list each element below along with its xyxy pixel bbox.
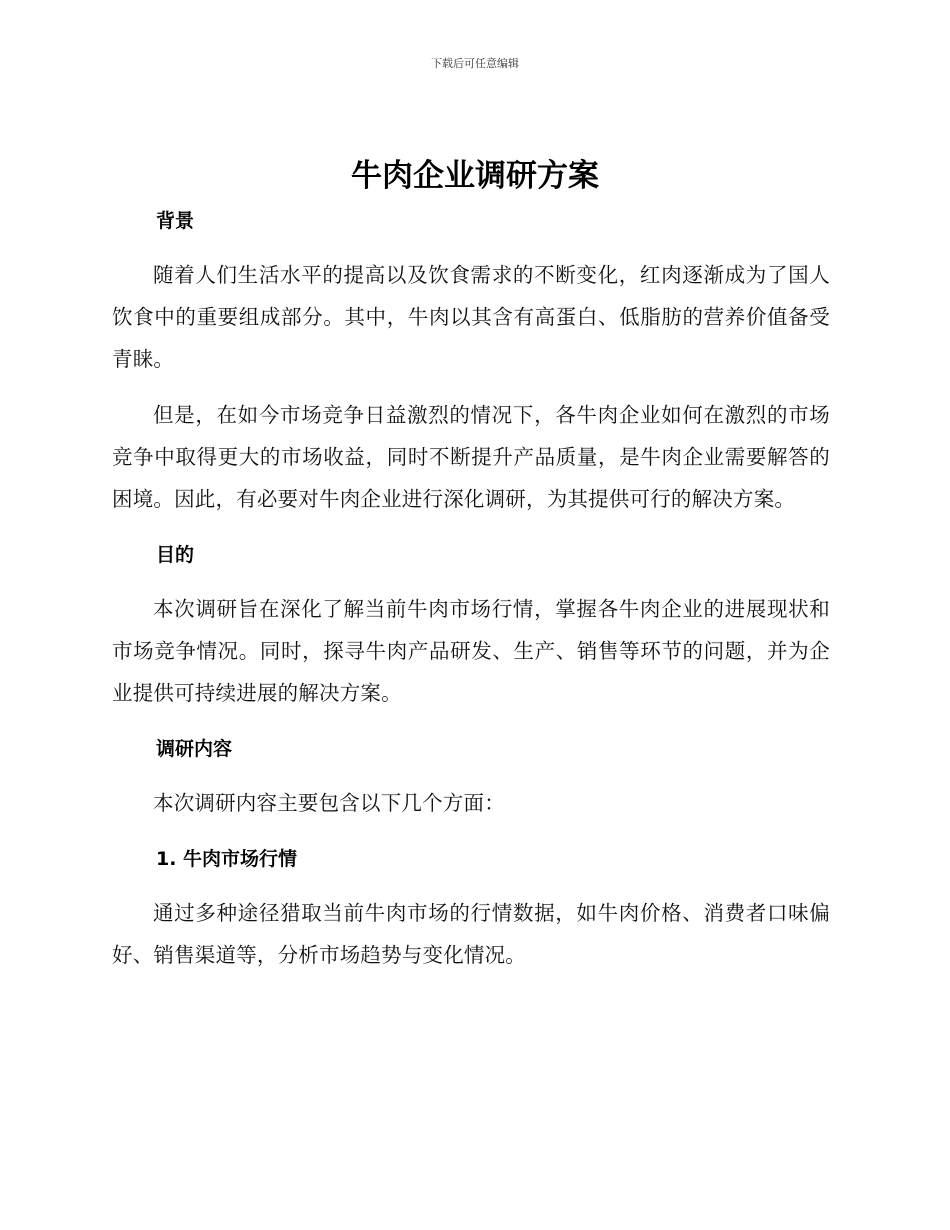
section-heading-content: 调研内容 [156, 738, 233, 760]
paragraph: 本次调研内容主要包含以下几个方面： [153, 791, 505, 815]
document-body [112, 202, 830, 976]
header-note: 下载后可任意编辑 [431, 57, 519, 70]
paragraph: 但是，在如今市场竞争日益激烈的情况下，各牛肉企业如何在激烈的市场竞争中取得更大的市场收益，同时不断提升产品质量，是牛肉企业需要解答的困境。因此，有必要对牛肉企业进行深化调研，为其提供可行的解决方案。 [112, 403, 830, 511]
paragraph: 通过多种途径猎取当前牛肉市场的行情数据，如牛肉价格、消费者口味偏好、销售渠道等，分析市场趋势与变化情况。 [112, 901, 830, 967]
paragraph: 随着人们生活水平的提高以及饮食需求的不断变化，红肉逐渐成为了国人饮食中的重要组成部分。其中，牛肉以其含有高蛋白、低脂肪的营养价值备受青睐。 [112, 263, 830, 371]
section-heading-background: 背景 [156, 210, 195, 232]
paragraph: 本次调研旨在深化了解当前牛肉市场行情，掌握各牛肉企业的进展现状和市场竞争情况。同时，探寻牛肉产品研发、生产、销售等环节的问题，并为企业提供可持续进展的解决方案。 [112, 597, 830, 705]
document-title: 牛肉企业调研方案 [351, 158, 599, 194]
section-heading-purpose: 目的 [156, 544, 195, 566]
section-heading-market: 1. 牛肉市场行情 [156, 848, 298, 870]
